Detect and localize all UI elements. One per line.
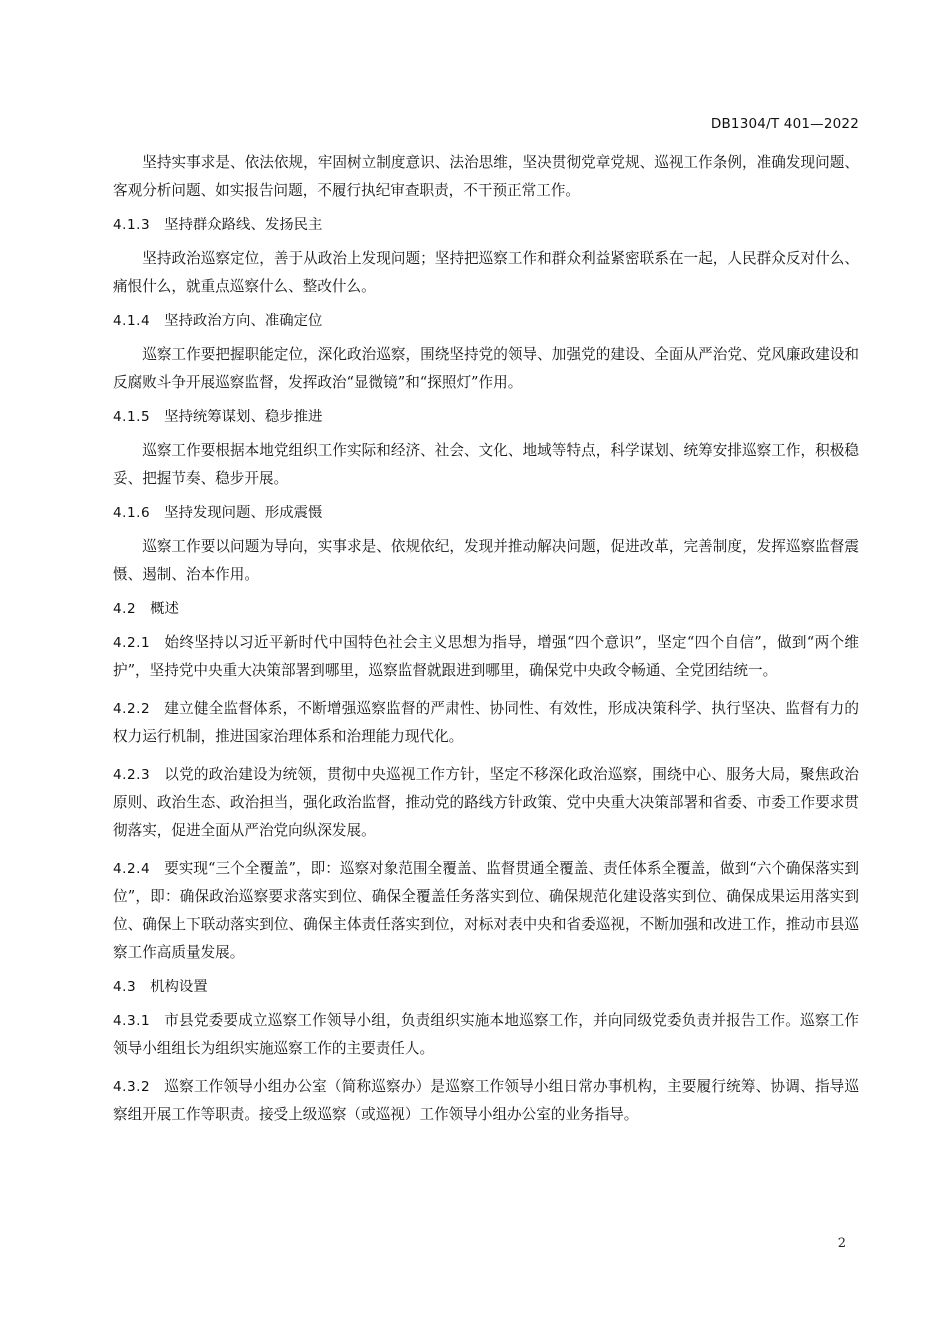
section-heading-4-1-4 [113, 309, 859, 333]
section-heading-4-1-3 [113, 213, 859, 237]
section-title: 坚持政治方向、准确定位 [164, 313, 323, 329]
clause-number: 4.2.3 [113, 767, 151, 783]
clause-text: 要实现“三个全覆盖”，即：巡察对象范围全覆盖、监督贯通全覆盖、责任体系全覆盖，做到“六个确保落实到位”，即：确保政治巡察要求落实到位、确保全覆盖任务落实到位、确保规范化建设落实到位、确保成果运用落实到位、确保上下联动落实到位、确保主体责任落实到位，对标对表中央和省委巡视，不断加强和改进工作，推动市县巡察工作高质量发展。 [113, 860, 859, 961]
page-number: 2 [837, 1236, 846, 1251]
section-body-4-1-5: 巡察工作要根据本地党组织工作实际和经济、社会、文化、地域等特点，科学谋划、统筹安排巡察工作，积极稳妥、把握节奏、稳步开展。 [113, 442, 859, 487]
section-number: 4.3 [113, 979, 137, 995]
section-heading-4-3 [113, 975, 859, 999]
section-number: 4.1.4 [113, 313, 151, 329]
clause-number: 4.3.1 [113, 1013, 151, 1029]
clause-text: 始终坚持以习近平新时代中国特色社会主义思想为指导，增强“四个意识”，坚定“四个自信”，做到“两个维护”，坚持党中央重大决策部署到哪里，巡察监督就跟进到哪里，确保党中央政令畅通、全党团结统一。 [113, 634, 859, 679]
document-code-header: DB1304/T 401—2022 [710, 116, 859, 132]
clause-text: 巡察工作领导小组办公室（简称巡察办）是巡察工作领导小组日常办事机构，主要履行统筹、协调、指导巡察组开展工作等职责。接受上级巡察（或巡视）工作领导小组办公室的业务指导。 [113, 1078, 859, 1123]
clause-number: 4.2.2 [113, 701, 151, 717]
section-title: 坚持统筹谋划、稳步推进 [164, 409, 323, 425]
section-heading-4-1-5 [113, 405, 859, 429]
clause-number: 4.3.2 [113, 1079, 151, 1095]
section-heading-4-2 [113, 597, 859, 621]
clause-4-2-4 [113, 855, 859, 967]
clause-4-3-2 [113, 1073, 859, 1129]
clause-number: 4.2.4 [113, 861, 151, 877]
section-title: 机构设置 [150, 979, 208, 995]
section-number: 4.2 [113, 601, 137, 617]
clause-text: 市县党委要成立巡察工作领导小组，负责组织实施本地巡察工作，并向同级党委负责并报告工作。巡察工作领导小组组长为组织实施巡察工作的主要责任人。 [113, 1012, 859, 1057]
section-body-4-1-4: 巡察工作要把握职能定位，深化政治巡察，围绕坚持党的领导、加强党的建设、全面从严治党、党风廉政建设和反腐败斗争开展巡察监督，发挥政治“显微镜”和“探照灯”作用。 [113, 346, 859, 391]
clause-text: 以党的政治建设为统领，贯彻中央巡视工作方针，坚定不移深化政治巡察，围绕中心、服务大局，聚焦政治原则、政治生态、政治担当，强化政治监督，推动党的路线方针政策、党中央重大决策部署和省委、市委工作要求贯彻落实，促进全面从严治党向纵深发展。 [113, 766, 859, 839]
section-body-4-1-3: 坚持政治巡察定位，善于从政治上发现问题；坚持把巡察工作和群众利益紧密联系在一起，人民群众反对什么、痛恨什么，就重点巡察什么、整改什么。 [113, 250, 859, 295]
section-title: 概述 [150, 601, 179, 617]
section-title: 坚持群众路线、发扬民主 [164, 217, 323, 233]
section-number: 4.1.3 [113, 217, 151, 233]
section-title: 坚持发现问题、形成震慑 [164, 505, 323, 521]
clause-text: 建立健全监督体系，不断增强巡察监督的严肃性、协同性、有效性，形成决策科学、执行坚决、监督有力的权力运行机制，推进国家治理体系和治理能力现代化。 [113, 700, 859, 745]
section-number: 4.1.5 [113, 409, 151, 425]
document-body [113, 149, 859, 1129]
intro-paragraph: 坚持实事求是、依法依规，牢固树立制度意识、法治思维，坚决贯彻党章党规、巡视工作条例，准确发现问题、客观分析问题、如实报告问题，不履行执纪审查职责，不干预正常工作。 [113, 154, 859, 199]
clause-4-2-2 [113, 695, 859, 751]
clause-number: 4.2.1 [113, 635, 151, 651]
section-number: 4.1.6 [113, 505, 151, 521]
clause-4-2-1 [113, 629, 859, 685]
section-heading-4-1-6 [113, 501, 859, 525]
section-body-4-1-6: 巡察工作要以问题为导向，实事求是、依规依纪，发现并推动解决问题，促进改革，完善制度，发挥巡察监督震慑、遏制、治本作用。 [113, 538, 859, 583]
clause-4-2-3 [113, 761, 859, 845]
clause-4-3-1 [113, 1007, 859, 1063]
